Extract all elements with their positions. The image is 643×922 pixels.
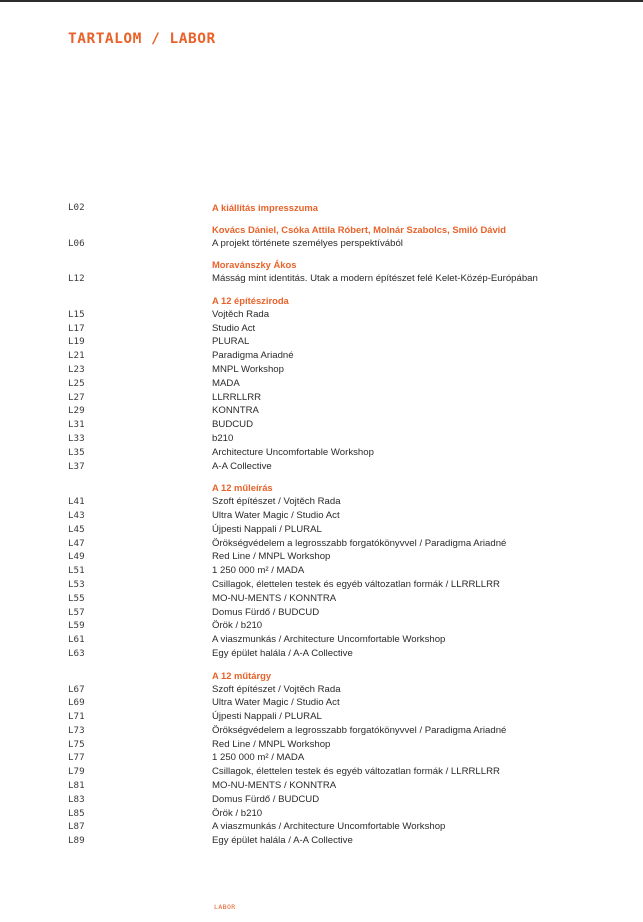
toc-page-number: L83	[68, 793, 85, 805]
toc-entry-title: Szoft építészet / Vojtěch Rada	[212, 683, 341, 695]
toc-entry[interactable]	[0, 509, 643, 523]
toc-entry[interactable]	[0, 765, 643, 779]
toc-entry[interactable]	[0, 523, 643, 537]
toc-entry-title: LLRRLLRR	[212, 391, 262, 403]
toc-entry-title: Domus Fürdő / BUDCUD	[212, 606, 320, 618]
toc-page-number: L63	[68, 647, 85, 659]
toc-entry[interactable]	[0, 418, 643, 432]
toc-entry[interactable]	[0, 779, 643, 793]
toc-entry-title: Ultra Water Magic / Studio Act	[212, 697, 340, 709]
toc-entry[interactable]	[0, 619, 643, 633]
toc-entry[interactable]	[0, 793, 643, 807]
toc-entry-title: Örök / b210	[212, 807, 263, 819]
toc-entry-title: Egy épület halála / A-A Collective	[212, 647, 353, 659]
toc-entry-title: Örökségvédelem a legrosszabb forgatókönyvvel / Paradigma Ariadné	[212, 537, 507, 549]
toc-section	[0, 669, 643, 848]
toc-entry[interactable]	[0, 683, 643, 697]
toc-page-number: L67	[68, 683, 85, 695]
toc-entry[interactable]	[0, 696, 643, 710]
toc-page-number: L27	[68, 391, 85, 403]
toc-page-number: L41	[68, 496, 85, 508]
toc-entry-title: Red Line / MNPL Workshop	[212, 738, 331, 750]
toc-entry-title: PLURAL	[212, 336, 250, 348]
toc-entry-title: MO-NU-MENTS / KONNTRA	[212, 592, 337, 604]
toc-entry-title: Csillagok, élettelen testek és egyéb változatlan formák / LLRRLLRR	[212, 578, 500, 590]
toc-entry[interactable]	[0, 446, 643, 460]
toc-entry[interactable]	[0, 460, 643, 474]
toc-entry[interactable]	[0, 432, 643, 446]
toc-entry-title: Másság mint identitás. Utak a modern építészet felé Kelet-Közép-Európában	[212, 273, 538, 285]
toc-page-number: L57	[68, 606, 85, 618]
toc-entry-title: b210	[212, 432, 234, 444]
toc-page-number: L55	[68, 592, 85, 604]
toc-entry[interactable]	[0, 710, 643, 724]
toc-entry-title: A-A Collective	[212, 460, 272, 472]
toc-entry[interactable]	[0, 724, 643, 738]
toc-page-number: L15	[68, 308, 85, 320]
toc-page-number: L02	[68, 202, 85, 213]
toc-entry-title: Örökségvédelem a legrosszabb forgatókönyvvel / Paradigma Ariadné	[212, 724, 507, 736]
toc-entry-title: A kiállítás impresszuma	[212, 202, 318, 213]
toc-entry[interactable]	[0, 738, 643, 752]
toc-page-number: L06	[68, 237, 85, 249]
toc-page-number: L53	[68, 578, 85, 590]
toc-entry-title: KONNTRA	[212, 405, 259, 417]
page-title: TARTALOM / LABOR	[68, 31, 216, 47]
toc-page-number: L69	[68, 697, 85, 709]
toc-entry-title: MNPL Workshop	[212, 363, 284, 375]
toc-page-number: L12	[68, 273, 85, 285]
toc-entry-title: Studio Act	[212, 322, 256, 334]
toc-page-number: L45	[68, 523, 85, 535]
toc-entry-title: Csillagok, élettelen testek és egyéb változatlan formák / LLRRLLRR	[212, 766, 500, 778]
toc-entry[interactable]	[0, 606, 643, 620]
toc-page-number: L37	[68, 460, 85, 472]
toc-page-number: L25	[68, 377, 85, 389]
toc-entry-title: A viaszmunkás / Architecture Uncomfortable Workshop	[212, 634, 446, 646]
toc-page-number: L79	[68, 766, 85, 778]
toc-entry-title: Örök / b210	[212, 620, 263, 632]
toc-entry[interactable]	[0, 322, 643, 336]
toc-page-number: L75	[68, 738, 85, 750]
toc-page-number: L59	[68, 620, 85, 632]
toc-section-heading: A 12 építésziroda	[212, 294, 289, 306]
toc-entry[interactable]	[0, 308, 643, 322]
toc-entry-title: MO-NU-MENTS / KONNTRA	[212, 780, 337, 792]
toc-entry-title: Paradigma Ariadné	[212, 350, 294, 362]
toc-page-number: L21	[68, 350, 85, 362]
toc-entry[interactable]	[0, 537, 643, 551]
toc-entry[interactable]	[0, 495, 643, 509]
toc-entry[interactable]	[0, 349, 643, 363]
toc-page-number: L73	[68, 724, 85, 736]
toc-page-number: L85	[68, 807, 85, 819]
toc-entry-title: A viaszmunkás / Architecture Uncomfortable Workshop	[212, 821, 446, 833]
toc-section-heading: Kovács Dániel, Csóka Attila Róbert, Molnár Szabolcs, Smiló Dávid	[212, 223, 506, 235]
toc-entry[interactable]	[0, 201, 643, 215]
toc-section	[0, 258, 643, 286]
page-top-rule	[0, 0, 643, 2]
toc-page-number: L17	[68, 322, 85, 334]
toc-entry-title: Ultra Water Magic / Studio Act	[212, 509, 340, 521]
toc-entry-title: MADA	[212, 377, 240, 389]
toc-entry[interactable]	[0, 564, 643, 578]
toc-page-number: L81	[68, 780, 85, 792]
toc-entry[interactable]	[0, 272, 643, 286]
toc-page-number: L31	[68, 419, 85, 431]
page-footer-label: LABOR	[214, 903, 236, 911]
toc-page-number: L61	[68, 634, 85, 646]
toc-page-number: L51	[68, 565, 85, 577]
toc-entry[interactable]	[0, 335, 643, 349]
toc-page-number: L89	[68, 835, 85, 847]
toc-entry-title: A projekt története személyes perspektívából	[212, 237, 403, 249]
toc-section-heading: A 12 műtárgy	[212, 669, 272, 681]
toc-entry-title: Újpesti Nappali / PLURAL	[212, 711, 322, 723]
toc-page-number: L33	[68, 432, 85, 444]
toc-page-number: L19	[68, 336, 85, 348]
toc-section	[0, 201, 643, 215]
toc-page-number: L29	[68, 405, 85, 417]
toc-section	[0, 481, 643, 660]
toc-entry-title: BUDCUD	[212, 419, 254, 431]
toc-entry-title: Architecture Uncomfortable Workshop	[212, 446, 374, 458]
toc-entry-title: 1 250 000 m² / MADA	[212, 565, 305, 577]
toc-page-number: L77	[68, 752, 85, 764]
toc-page-number: L87	[68, 821, 85, 833]
toc-entry[interactable]	[0, 633, 643, 647]
toc-entry[interactable]	[0, 592, 643, 606]
toc-entry[interactable]	[0, 834, 643, 848]
toc-entry-title: Domus Fürdő / BUDCUD	[212, 793, 320, 805]
toc-page-number: L35	[68, 446, 85, 458]
toc-entry[interactable]	[0, 404, 643, 418]
toc-entry[interactable]	[0, 647, 643, 661]
toc-entry[interactable]	[0, 363, 643, 377]
toc-section	[0, 223, 643, 251]
toc-entry[interactable]	[0, 578, 643, 592]
toc-entry-title: Egy épület halála / A-A Collective	[212, 835, 353, 847]
toc-page-number: L43	[68, 509, 85, 521]
toc-entry-title: Vojtěch Rada	[212, 308, 270, 320]
toc-entry[interactable]	[0, 807, 643, 821]
toc-entry[interactable]	[0, 391, 643, 405]
toc-entry[interactable]	[0, 550, 643, 564]
toc-section	[0, 294, 643, 473]
toc-entry-title: 1 250 000 m² / MADA	[212, 752, 305, 764]
table-of-contents	[0, 201, 643, 856]
toc-page-number: L49	[68, 551, 85, 563]
toc-entry-title: Red Line / MNPL Workshop	[212, 551, 331, 563]
toc-page-number: L23	[68, 363, 85, 375]
toc-entry-title: Újpesti Nappali / PLURAL	[212, 523, 322, 535]
toc-entry[interactable]	[0, 377, 643, 391]
toc-page-number: L71	[68, 711, 85, 723]
toc-section-heading: A 12 műleírás	[212, 482, 273, 494]
toc-entry[interactable]	[0, 237, 643, 251]
toc-entry[interactable]	[0, 751, 643, 765]
toc-page-number: L47	[68, 537, 85, 549]
toc-section-heading: Moravánszky Ákos	[212, 259, 297, 271]
toc-entry-title: Szoft építészet / Vojtěch Rada	[212, 496, 341, 508]
toc-entry[interactable]	[0, 820, 643, 834]
